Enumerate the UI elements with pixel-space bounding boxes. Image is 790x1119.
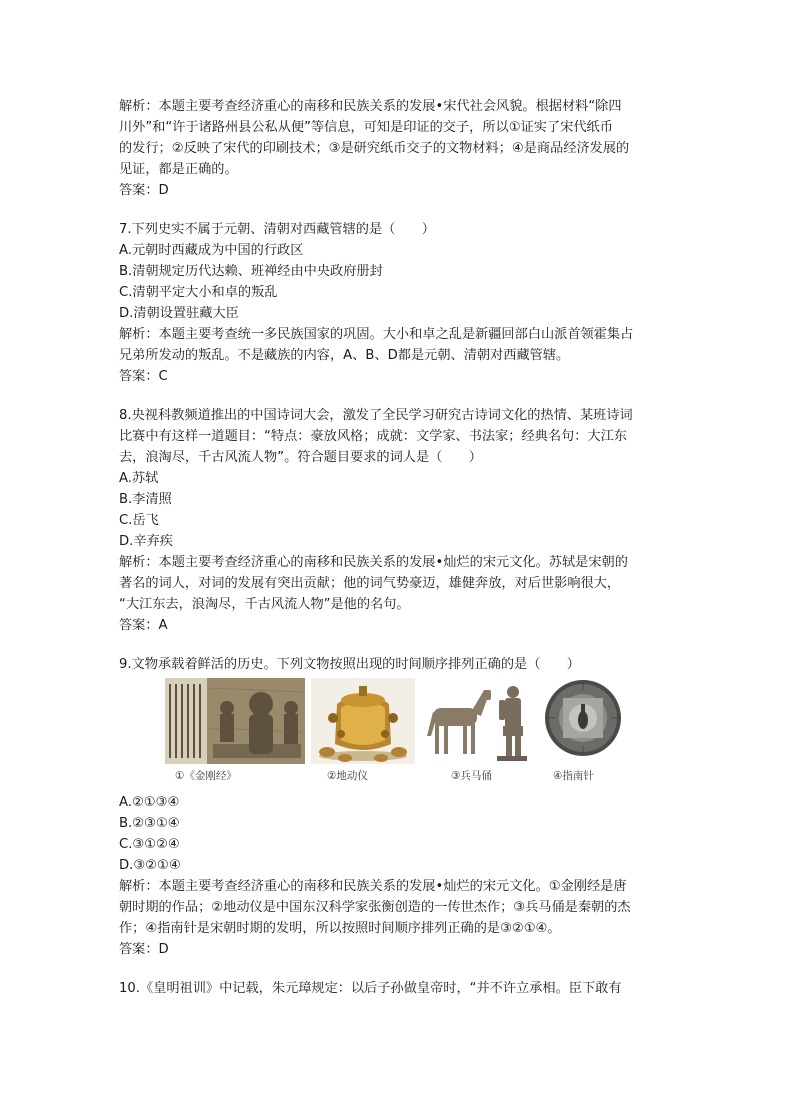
option-c: C.岳飞 bbox=[119, 513, 159, 528]
compass-image bbox=[539, 678, 627, 764]
stem-line: 去，浪淘尽，千古风流人物”。符合题目要求的词人是（ ） bbox=[119, 450, 482, 465]
caption-seismograph: ②地动仪 bbox=[327, 770, 368, 782]
q9-analysis bbox=[119, 876, 679, 939]
q8-stem bbox=[119, 405, 679, 468]
stem-line: 比赛中有这样一道题目：“特点：豪放风格；成就：文学家、书法家；经典名句：大江东 bbox=[119, 429, 627, 444]
document-page bbox=[119, 96, 679, 999]
q6-analysis bbox=[119, 96, 679, 180]
analysis-line: 的发行；②反映了宋代的印刷技术；③是研究纸币交子的文物材料；④是商品经济发展的 bbox=[119, 141, 630, 156]
artifacts-images bbox=[165, 678, 627, 764]
option-d: D.辛弃疾 bbox=[119, 534, 173, 549]
q7-stem: 7.下列史实不属于元朝、清朝对西藏管辖的是（ ） bbox=[119, 222, 435, 237]
option-b: B.②③①④ bbox=[119, 816, 180, 831]
analysis-line: 著名的词人，对词的发展有突出贡献；他的词气势豪迈，雄健奔放，对后世影响很大， bbox=[119, 576, 621, 591]
option-c: C.③①②④ bbox=[119, 837, 180, 852]
option-d: D.③②①④ bbox=[119, 858, 181, 873]
option-a: A.苏轼 bbox=[119, 471, 159, 486]
option-c: C.清朝平定大小和卓的叛乱 bbox=[119, 285, 278, 300]
q9-answer: 答案：D bbox=[119, 942, 169, 957]
q7-analysis bbox=[119, 324, 679, 366]
seismograph-image bbox=[311, 678, 415, 764]
q6-answer: 答案：D bbox=[119, 183, 169, 198]
option-d: D.清朝设置驻藏大臣 bbox=[119, 306, 239, 321]
analysis-line: 解析：本题主要考查经济重心的南移和民族关系的发展•灿烂的宋元文化。①金刚经是唐 bbox=[119, 879, 627, 894]
caption-terracotta: ③兵马俑 bbox=[451, 770, 492, 782]
diamond-sutra-image bbox=[165, 678, 305, 764]
option-a: A.②①③④ bbox=[119, 795, 180, 810]
analysis-line: “大江东去，浪淘尽，千古风流人物”是他的名句。 bbox=[119, 597, 410, 612]
caption-compass: ④指南针 bbox=[553, 770, 594, 782]
artifacts-figure bbox=[165, 678, 627, 790]
q9-stem: 9.文物承载着鲜活的历史。下列文物按照出现的时间顺序排列正确的是（ ） bbox=[119, 657, 580, 672]
analysis-line: 朝时期的作品；②地动仪是中国东汉科学家张衡创造的一传世杰作；③兵马俑是秦朝的杰 bbox=[119, 900, 631, 915]
option-b: B.清朝规定历代达赖、班禅经由中央政府册封 bbox=[119, 264, 383, 279]
option-a: A.元朝时西藏成为中国的行政区 bbox=[119, 243, 304, 258]
analysis-line: 兄弟所发动的叛乱。不是藏族的内容，A、B、D都是元朝、清朝对西藏管辖。 bbox=[119, 348, 570, 363]
analysis-line: 解析：本题主要考查统一多民族国家的巩固。大小和卓之乱是新疆回部白山派首领霍集占 bbox=[119, 327, 634, 342]
analysis-line: 解析：本题主要考查经济重心的南移和民族关系的发展•灿烂的宋元文化。苏轼是宋朝的 bbox=[119, 555, 628, 570]
q7-options bbox=[119, 240, 679, 324]
option-b: B.李清照 bbox=[119, 492, 172, 507]
q10-stem: 10.《皇明祖训》中记载，朱元璋规定：以后子孙做皇帝时，“并不许立承相。臣下敢有 bbox=[119, 981, 622, 996]
q8-analysis bbox=[119, 552, 679, 615]
stem-line: 8.央视科教频道推出的中国诗词大会，激发了全民学习研究古诗词文化的热情、某班诗词 bbox=[119, 408, 633, 423]
q8-answer: 答案：A bbox=[119, 618, 168, 633]
analysis-line: 川外”和“许于诸路州县公私从便”等信息，可知是印证的交子，所以①证实了宋代纸币 bbox=[119, 120, 613, 135]
analysis-line: 作；④指南针是宋朝时期的发明，所以按照时间顺序排列正确的是③②①④。 bbox=[119, 921, 561, 936]
q8-options bbox=[119, 468, 679, 552]
analysis-line: 见证，都是正确的。 bbox=[119, 162, 238, 177]
analysis-line: 解析：本题主要考查经济重心的南移和民族关系的发展•宋代社会风貌。根据材料“除四 bbox=[119, 99, 622, 114]
q9-options bbox=[119, 792, 679, 876]
caption-diamond-sutra: ①《金刚经》 bbox=[175, 770, 237, 782]
terracotta-image bbox=[421, 678, 533, 764]
q7-answer: 答案：C bbox=[119, 369, 168, 384]
